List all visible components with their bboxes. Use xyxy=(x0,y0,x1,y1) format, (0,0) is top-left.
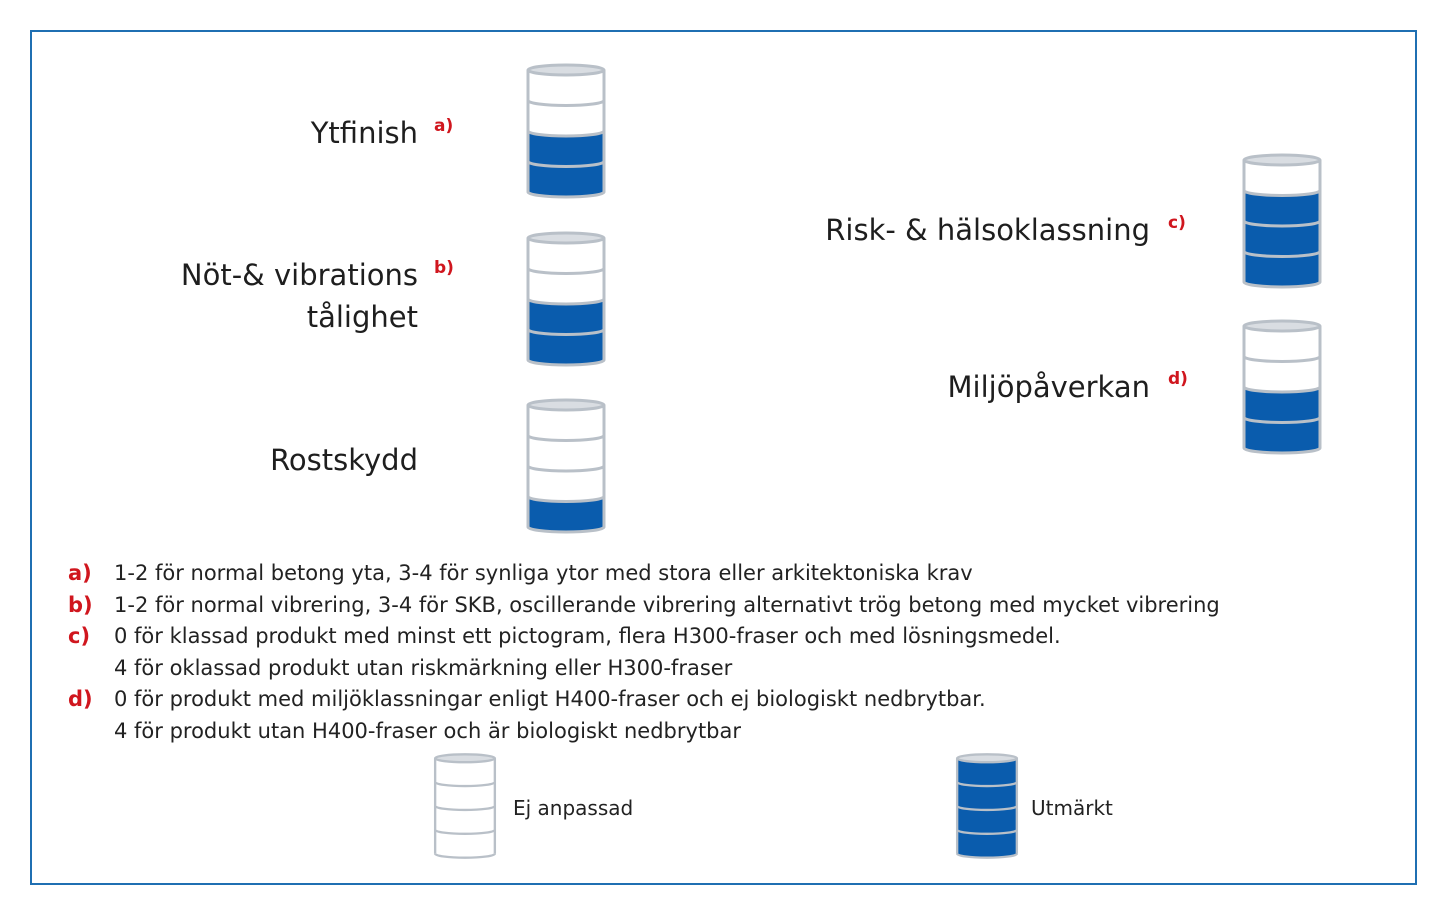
footnote-line: 1-2 för normal betong yta, 3-4 för synliga ytor med stora eller arkitektoniska krav xyxy=(114,561,973,585)
barrel-lid xyxy=(1244,321,1320,331)
barrel-lid xyxy=(435,754,495,762)
criterion-label-rostskydd: Rostskydd xyxy=(270,443,418,477)
footnote-key: a) xyxy=(68,561,92,585)
barrel-bottom-rim xyxy=(435,854,495,858)
barrel-rostskydd xyxy=(524,397,608,535)
legend-label-utmarkt: Utmärkt xyxy=(1031,796,1113,820)
footnote-mark-c: c) xyxy=(1168,213,1186,233)
barrel-body xyxy=(435,758,495,853)
footnote-line: 4 för oklassad produkt utan riskmärkning eller H300-fraser xyxy=(114,655,733,680)
footnote-key: d) xyxy=(68,687,93,711)
legend-barrel-empty xyxy=(432,752,498,860)
footnote-text xyxy=(114,684,1388,747)
footnote-a xyxy=(68,558,1388,590)
footnote-text xyxy=(114,590,1388,622)
barrel-risk-halsoklassning xyxy=(1240,152,1324,290)
barrel-miljopaverkan xyxy=(1240,318,1324,456)
barrel-lid xyxy=(528,233,604,243)
barrel-lid xyxy=(1244,155,1320,165)
footnote-line: 0 för klassad produkt med minst ett pictogram, flera H300-fraser och med lösningsmedel. xyxy=(114,624,1061,648)
barrel-fill xyxy=(1244,191,1320,288)
criterion-label-ytfinish: Ytfinish xyxy=(310,116,418,150)
criterion-label-line-2: tålighet xyxy=(306,300,418,334)
footnote-d xyxy=(68,684,1388,747)
criterion-label-risk-halsoklassning: Risk- & hälsoklassning xyxy=(825,213,1150,247)
footnote-key: c) xyxy=(68,624,91,648)
footnote-line: 0 för produkt med miljöklassningar enligt H400-fraser och ej biologiskt nedbrytbar. xyxy=(114,687,986,711)
footnote-key: b) xyxy=(68,592,93,617)
footnote-mark-b: b) xyxy=(434,258,454,278)
legend-barrel-full xyxy=(954,752,1020,860)
criterion-label-not-vibration xyxy=(100,254,418,338)
barrel-not-vibration xyxy=(524,230,608,368)
footnote-mark-d: d) xyxy=(1168,369,1188,389)
barrel-ytfinish xyxy=(524,62,608,200)
footnotes xyxy=(68,558,1388,747)
footnote-mark-a: a) xyxy=(434,116,454,136)
criterion-label-miljopaverkan: Miljöpåverkan xyxy=(947,370,1150,404)
criterion-label-line-1: Nöt-& vibrations xyxy=(180,258,418,292)
footnote-line: 1-2 för normal vibrering, 3-4 för SKB, oscillerande vibrering alternativt trög betong med mycket vibrering xyxy=(114,592,1220,617)
footnote-b xyxy=(68,590,1388,622)
footnote-text xyxy=(114,558,1388,590)
barrel-lid xyxy=(528,65,604,75)
footnote-text xyxy=(114,621,1388,684)
footnote-c xyxy=(68,621,1388,684)
footnote-line: 4 för produkt utan H400-fraser och är biologiskt nedbrytbar xyxy=(114,718,742,743)
barrel-lid xyxy=(957,754,1017,762)
barrel-lid xyxy=(528,400,604,410)
legend-label-ej-anpassad: Ej anpassad xyxy=(513,796,634,820)
